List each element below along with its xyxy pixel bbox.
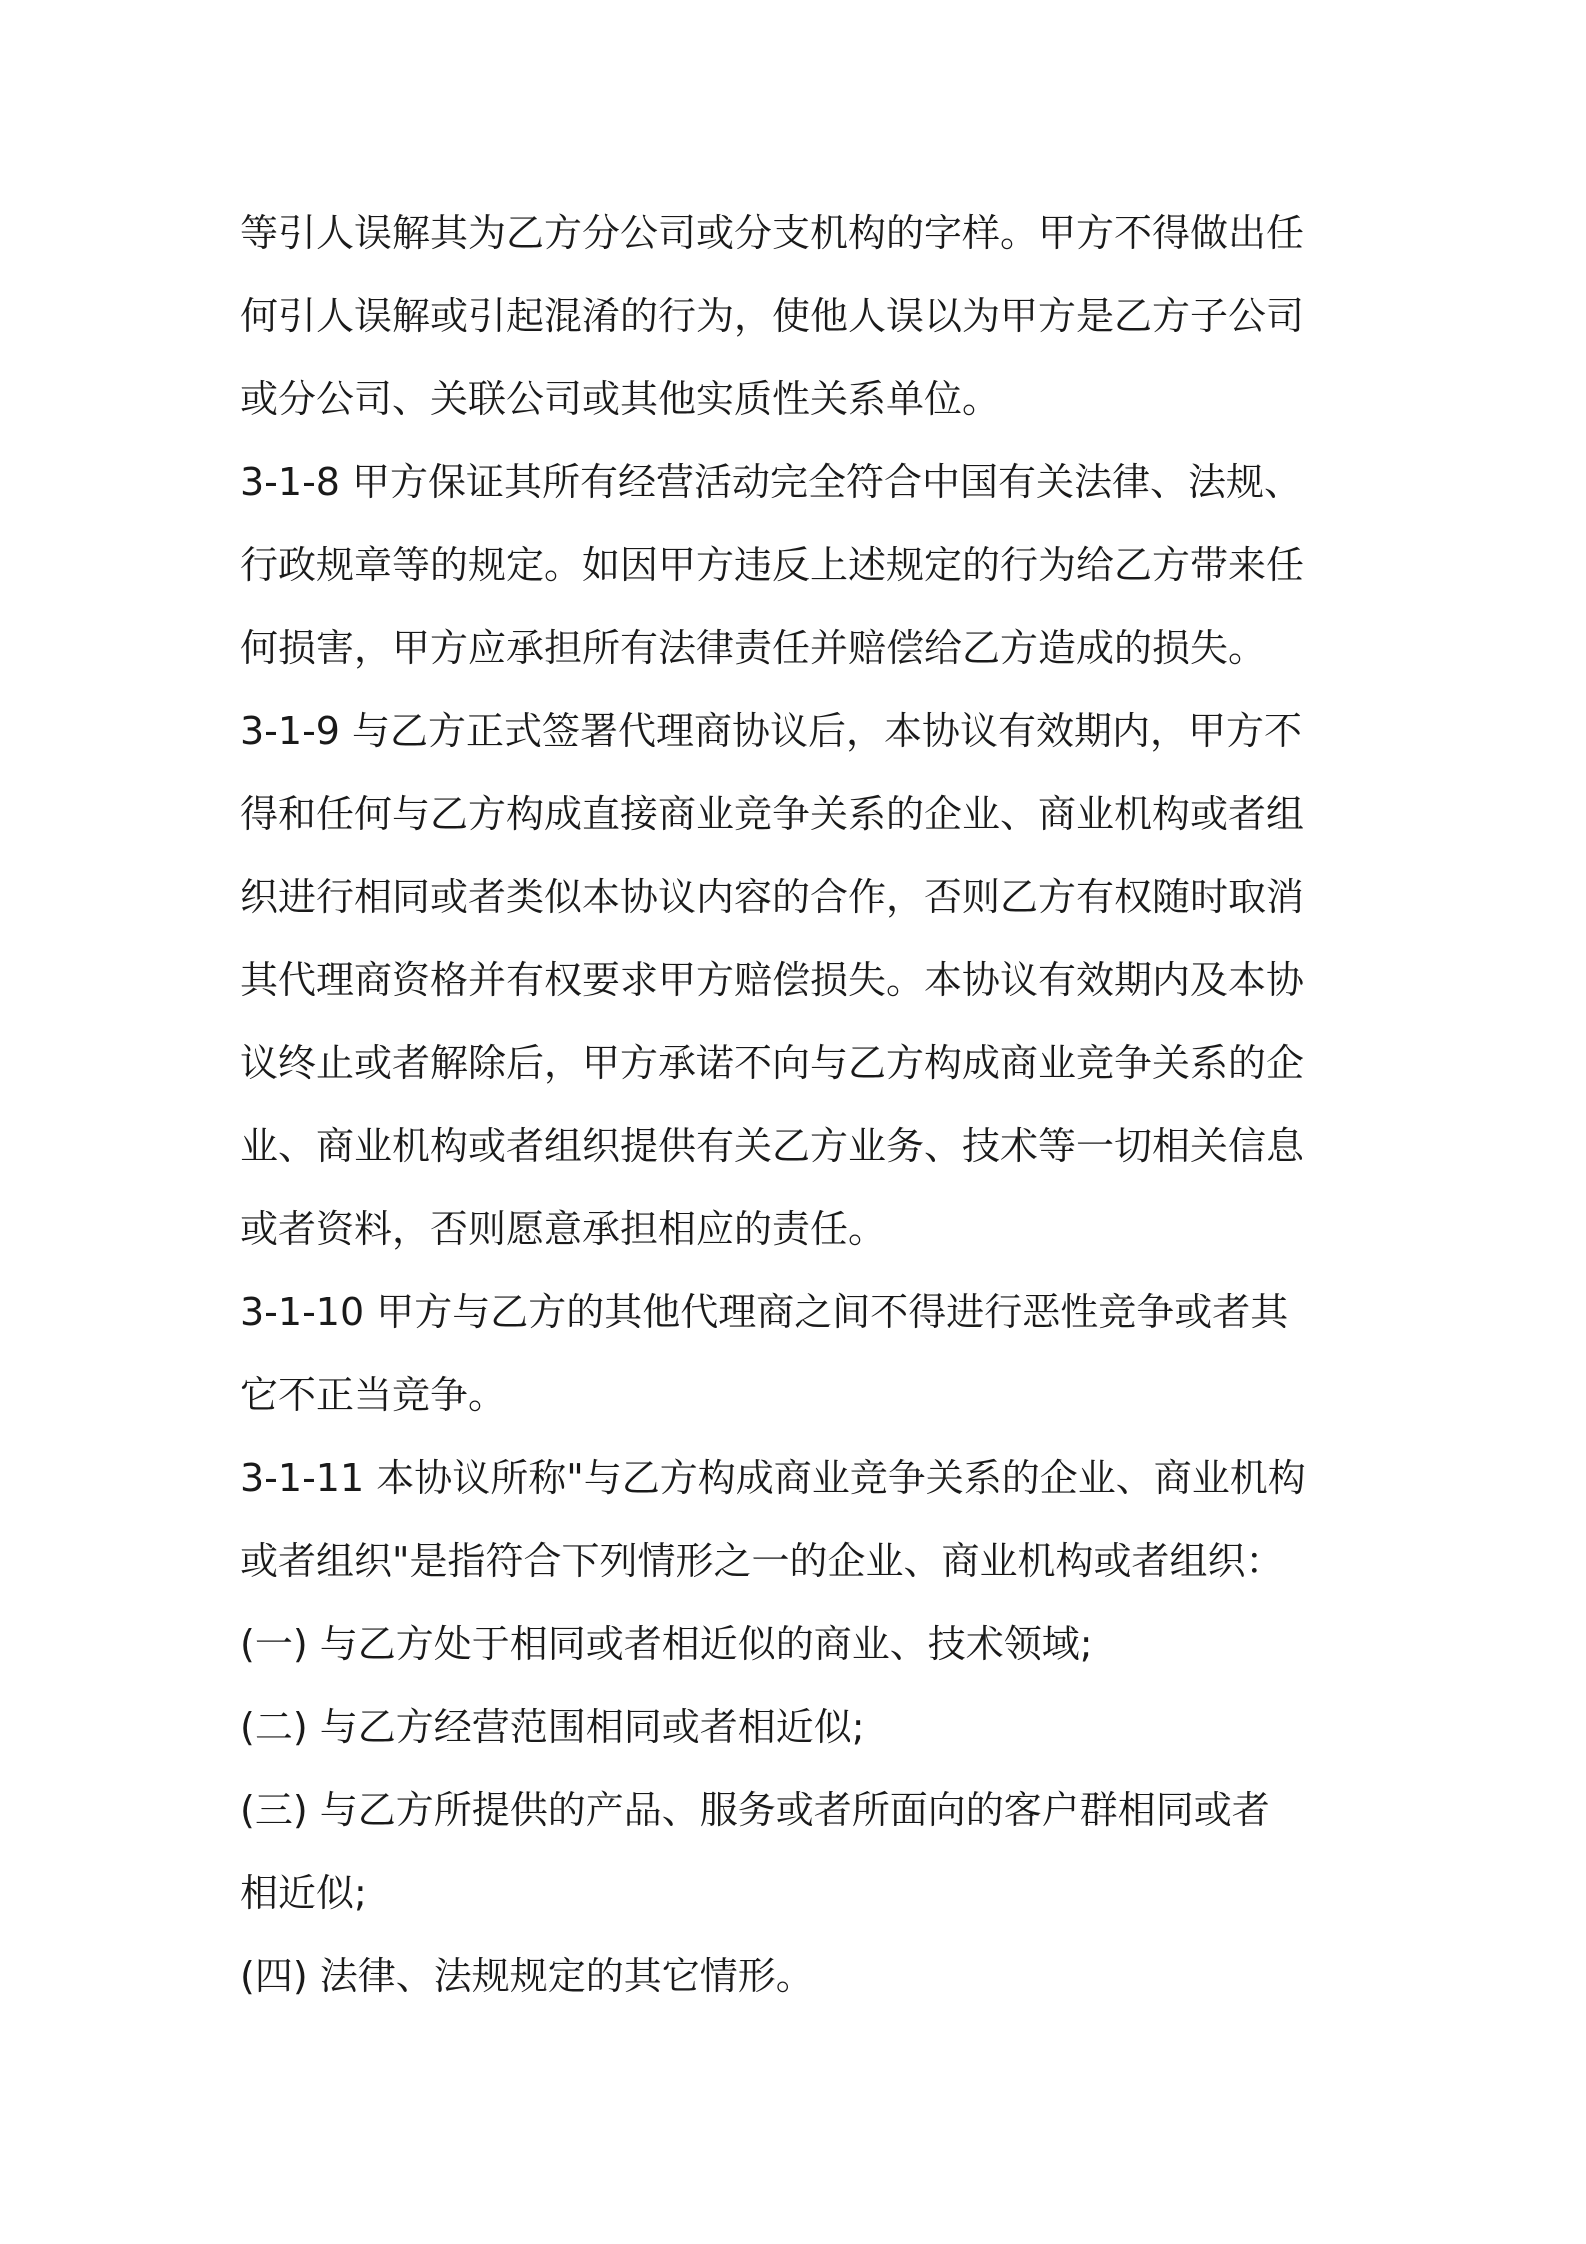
text-line: (一) 与乙方处于相同或者相近似的商业、技术领域; <box>240 1622 1093 1666</box>
list-item-4 <box>240 1935 1360 2018</box>
list-item-1 <box>240 1603 1360 1686</box>
document-body <box>240 192 1360 2018</box>
text-line: 3-1-10 甲方与乙方的其他代理商之间不得进行恶性竞争或者其 <box>240 1290 1289 1334</box>
text-line: 3-1-8 甲方保证其所有经营活动完全符合中国有关法律、法规、 <box>240 460 1303 504</box>
clause-3-1-9 <box>240 690 1360 1271</box>
text-line: 它不正当竞争。 <box>240 1373 507 1417</box>
text-line: 或者资料，否则愿意承担相应的责任。 <box>240 1207 887 1251</box>
text-line: 业、商业机构或者组织提供有关乙方业务、技术等一切相关信息 <box>240 1124 1305 1168</box>
text-line: 何引人误解或引起混淆的行为，使他人误以为甲方是乙方子公司 <box>240 294 1305 338</box>
clause-3-1-10 <box>240 1271 1360 1437</box>
text-line: 或分公司、关联公司或其他实质性关系单位。 <box>240 377 1001 421</box>
clause-3-1-11 <box>240 1437 1360 1603</box>
text-line: 3-1-9 与乙方正式签署代理商协议后，本协议有效期内，甲方不 <box>240 709 1303 753</box>
text-line: 织进行相同或者类似本协议内容的合作，否则乙方有权随时取消 <box>240 875 1305 919</box>
paragraph-intro <box>240 192 1360 441</box>
text-line: 或者组织"是指符合下列情形之一的企业、商业机构或者组织： <box>240 1539 1284 1583</box>
text-line: 3-1-11 本协议所称"与乙方构成商业竞争关系的企业、商业机构 <box>240 1456 1306 1500</box>
text-line: 议终止或者解除后，甲方承诺不向与乙方构成商业竞争关系的企 <box>240 1041 1305 1085</box>
text-line: 行政规章等的规定。如因甲方违反上述规定的行为给乙方带来任 <box>240 543 1305 587</box>
text-line: (三) 与乙方所提供的产品、服务或者所面向的客户群相同或者 <box>240 1788 1270 1832</box>
text-line: 其代理商资格并有权要求甲方赔偿损失。本协议有效期内及本协 <box>240 958 1305 1002</box>
text-line: (二) 与乙方经营范围相同或者相近似; <box>240 1705 865 1749</box>
text-line: 等引人误解其为乙方分公司或分支机构的字样。甲方不得做出任 <box>240 211 1305 255</box>
text-line: 得和任何与乙方构成直接商业竞争关系的企业、商业机构或者组 <box>240 792 1305 836</box>
clause-3-1-8 <box>240 441 1360 690</box>
text-line: 何损害，甲方应承担所有法律责任并赔偿给乙方造成的损失。 <box>240 626 1267 670</box>
list-item-3 <box>240 1769 1360 1935</box>
list-item-2 <box>240 1686 1360 1769</box>
text-line: 相近似; <box>240 1871 367 1915</box>
text-line: (四) 法律、法规规定的其它情形。 <box>240 1954 814 1998</box>
